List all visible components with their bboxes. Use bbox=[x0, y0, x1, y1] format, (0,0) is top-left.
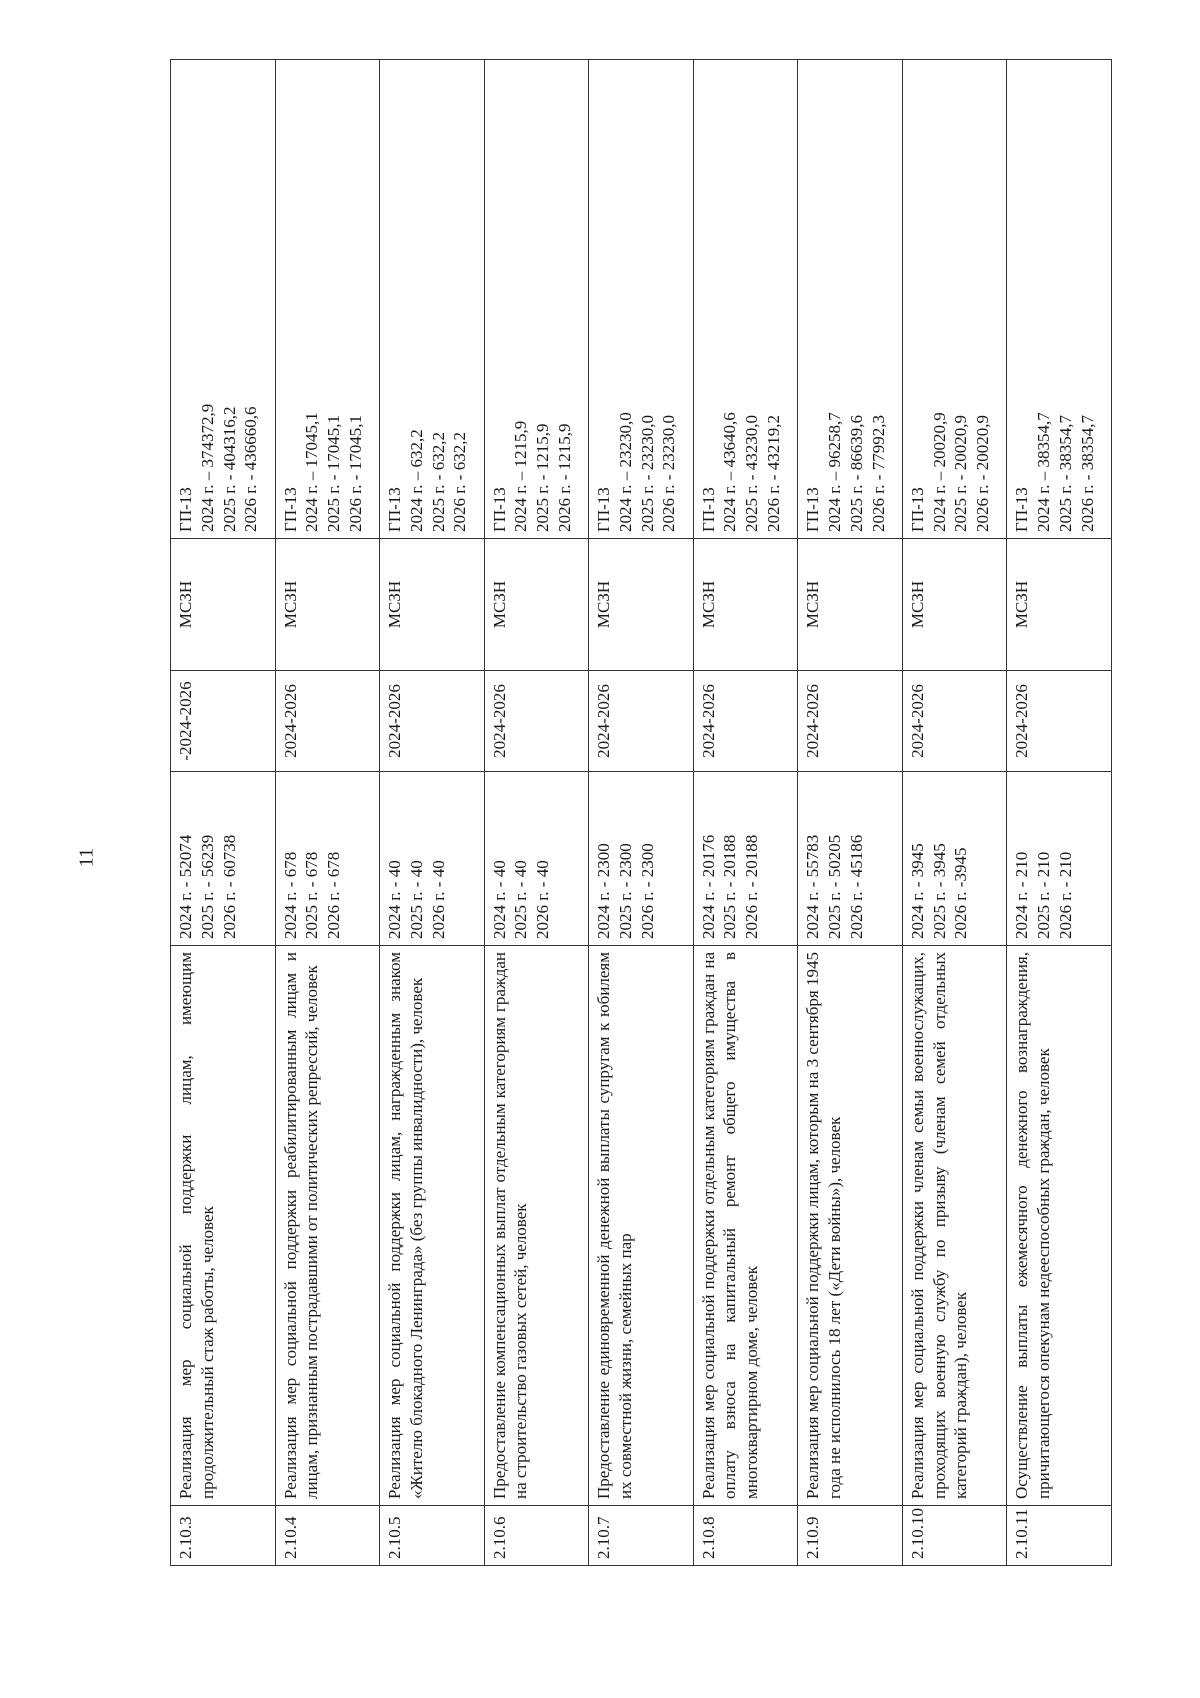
page-number: 11 bbox=[75, 847, 98, 868]
responsible-executor: МСЗН bbox=[171, 539, 276, 671]
indicator-value-line: 2026 г. - 40 bbox=[428, 860, 448, 939]
row-number: 2.10.6 bbox=[484, 1506, 589, 1566]
table-body bbox=[171, 60, 1112, 1566]
funding-line: ГП-13 bbox=[280, 487, 300, 532]
funding-line: 2024 г. – 96258,7 bbox=[825, 412, 845, 532]
funding-line: 2026 г. - 43219,2 bbox=[763, 415, 783, 532]
implementation-years: 2024-2026 bbox=[484, 671, 589, 772]
indicator-value-line: 2025 г. - 50205 bbox=[825, 834, 845, 939]
indicator-value-line: 2024 г. - 678 bbox=[280, 851, 300, 939]
funding-line: 2024 г. – 38354,7 bbox=[1034, 412, 1054, 532]
table-row bbox=[484, 60, 589, 1566]
row-number: 2.10.9 bbox=[798, 1506, 903, 1566]
row-number: 2.10.8 bbox=[693, 1506, 798, 1566]
indicator-value-line: 2026 г. - 2300 bbox=[637, 843, 657, 939]
indicator-value-line: 2025 г. - 20188 bbox=[720, 834, 740, 939]
indicator-values bbox=[484, 772, 589, 946]
funding-source bbox=[380, 60, 485, 539]
responsible-executor: МСЗН bbox=[798, 539, 903, 671]
implementation-years: 2024-2026 bbox=[1007, 671, 1112, 772]
table-row bbox=[275, 60, 380, 1566]
measure-name: Реализация мер социальной поддержки отдельным категориям граждан на оплату взноса на капитальный ремонт общего имущества в многоквартирном доме, человек bbox=[693, 946, 798, 1506]
table-row bbox=[798, 60, 903, 1566]
measure-name: Реализация мер социальной поддержки лицам, которым на 3 сентября 1945 года не исполнилось 18 лет («Дети войны»), человек bbox=[798, 946, 903, 1506]
funding-line: 2024 г. – 20020,9 bbox=[929, 412, 949, 532]
indicator-values bbox=[171, 772, 276, 946]
indicator-value-line: 2024 г. - 20176 bbox=[698, 834, 718, 939]
indicator-value-line: 2024 г. - 40 bbox=[489, 860, 509, 939]
funding-line: 2025 г. - 86639,6 bbox=[846, 415, 866, 532]
funding-line: ГП-13 bbox=[594, 487, 614, 532]
indicator-value-line: 2024 г. - 210 bbox=[1012, 851, 1032, 939]
funding-source bbox=[275, 60, 380, 539]
indicator-values bbox=[589, 772, 694, 946]
indicator-value-line: 2026 г. - 20188 bbox=[742, 834, 762, 939]
indicator-value-line: 2026 г. - 45186 bbox=[846, 834, 866, 939]
funding-line: 2026 г. - 632,2 bbox=[450, 432, 470, 532]
indicator-values bbox=[693, 772, 798, 946]
row-number: 2.10.5 bbox=[380, 1506, 485, 1566]
indicator-value-line: 2025 г. - 3945 bbox=[929, 843, 949, 939]
funding-line: 2024 г. – 374372,9 bbox=[197, 403, 217, 532]
indicator-value-line: 2024 г. - 3945 bbox=[907, 843, 927, 939]
funding-line: 2026 г. - 1215,9 bbox=[554, 423, 574, 532]
indicator-value-line: 2024 г. - 52074 bbox=[176, 834, 195, 939]
funding-line: 2025 г. - 38354,7 bbox=[1055, 415, 1075, 532]
indicator-value-line: 2025 г. - 40 bbox=[511, 860, 531, 939]
responsible-executor: МСЗН bbox=[275, 539, 380, 671]
measures-table bbox=[170, 59, 1112, 1566]
indicator-value-line: 2026 г. - 60738 bbox=[219, 834, 239, 939]
funding-line: 2026 г. - 23230,0 bbox=[659, 415, 679, 532]
rotated-table-wrapper bbox=[170, 60, 1112, 1566]
indicator-value-line: 2025 г. - 678 bbox=[302, 851, 322, 939]
table-row bbox=[171, 60, 276, 1566]
funding-source bbox=[1007, 60, 1112, 539]
funding-line: 2025 г. - 23230,0 bbox=[637, 415, 657, 532]
row-number: 2.10.7 bbox=[589, 1506, 694, 1566]
measure-name: Предоставление компенсационных выплат отдельным категориям граждан на строительство газовых сетей, человек bbox=[484, 946, 589, 1506]
implementation-years: 2024-2026 bbox=[693, 671, 798, 772]
indicator-values bbox=[275, 772, 380, 946]
indicator-value-line: 2025 г. - 2300 bbox=[615, 843, 635, 939]
indicator-value-line: 2024 г. - 2300 bbox=[594, 843, 614, 939]
funding-line: 2026 г. - 38354,7 bbox=[1077, 415, 1097, 532]
measure-name: Реализация мер социальной поддержки членам семьи военнослужащих, проходящих военную службу по призыву (членам семей отдельных категорий граждан), человек bbox=[902, 946, 1007, 1506]
funding-line: ГП-13 bbox=[698, 487, 718, 532]
indicator-value-line: 2026 г. -3945 bbox=[951, 847, 971, 939]
funding-line: ГП-13 bbox=[176, 487, 195, 532]
funding-line: ГП-13 bbox=[489, 487, 509, 532]
funding-source bbox=[589, 60, 694, 539]
funding-line: 2026 г. - 77992,3 bbox=[868, 415, 888, 532]
table-row bbox=[380, 60, 485, 1566]
implementation-years: 2024-2026 bbox=[380, 671, 485, 772]
funding-line: 2026 г. - 20020,9 bbox=[973, 415, 993, 532]
funding-line: ГП-13 bbox=[385, 487, 405, 532]
indicator-value-line: 2024 г. - 55783 bbox=[803, 834, 823, 939]
funding-line: 2026 г. - 436660,6 bbox=[241, 406, 261, 532]
indicator-values bbox=[798, 772, 903, 946]
indicator-value-line: 2024 г. - 40 bbox=[385, 860, 405, 939]
funding-line: 2024 г. – 1215,9 bbox=[511, 420, 531, 532]
indicator-values bbox=[380, 772, 485, 946]
indicator-value-line: 2025 г. - 210 bbox=[1034, 851, 1054, 939]
indicator-values bbox=[902, 772, 1007, 946]
table-row bbox=[693, 60, 798, 1566]
funding-line: 2025 г. - 20020,9 bbox=[951, 415, 971, 532]
funding-line: 2026 г. - 17045,1 bbox=[345, 415, 365, 532]
row-number: 2.10.4 bbox=[275, 1506, 380, 1566]
implementation-years: 2024-2026 bbox=[902, 671, 1007, 772]
funding-line: ГП-13 bbox=[907, 487, 927, 532]
implementation-years: -2024-2026 bbox=[171, 671, 276, 772]
table-row bbox=[589, 60, 694, 1566]
funding-line: 2024 г. – 43640,6 bbox=[720, 412, 740, 532]
measure-name: Предоставление единовременной денежной выплаты супругам к юбилеям их совместной жизни, семейных пар bbox=[589, 946, 694, 1506]
responsible-executor: МСЗН bbox=[380, 539, 485, 671]
funding-line: 2024 г. – 632,2 bbox=[406, 429, 426, 532]
indicator-value-line: 2026 г. - 210 bbox=[1055, 851, 1075, 939]
measure-name: Реализация мер социальной поддержки лицам, имеющим продолжительный стаж работы, человек bbox=[171, 946, 276, 1506]
measure-name: Осуществление выплаты ежемесячного денежного вознаграждения, причитающегося опекунам недееспособных граждан, человек bbox=[1007, 946, 1112, 1506]
row-number: 2.10.10 bbox=[902, 1506, 1007, 1566]
funding-line: 2025 г. - 43230,0 bbox=[742, 415, 762, 532]
indicator-values bbox=[1007, 772, 1112, 946]
funding-source bbox=[902, 60, 1007, 539]
funding-line: ГП-13 bbox=[803, 487, 823, 532]
funding-line: 2025 г. - 404316,2 bbox=[219, 406, 239, 532]
responsible-executor: МСЗН bbox=[484, 539, 589, 671]
indicator-value-line: 2025 г. - 56239 bbox=[197, 834, 217, 939]
funding-source bbox=[484, 60, 589, 539]
measure-name: Реализация мер социальной поддержки лицам, награжденным знаком «Жителю блокадного Ленинграда» (без группы инвалидности), человек bbox=[380, 946, 485, 1506]
indicator-value-line: 2025 г. - 40 bbox=[406, 860, 426, 939]
funding-line: 2025 г. - 1215,9 bbox=[533, 423, 553, 532]
indicator-value-line: 2026 г. - 40 bbox=[533, 860, 553, 939]
funding-line: ГП-13 bbox=[1012, 487, 1032, 532]
responsible-executor: МСЗН bbox=[902, 539, 1007, 671]
table-row bbox=[1007, 60, 1112, 1566]
funding-source bbox=[798, 60, 903, 539]
funding-source bbox=[693, 60, 798, 539]
responsible-executor: МСЗН bbox=[589, 539, 694, 671]
measure-name: Реализация мер социальной поддержки реабилитированным лицам и лицам, признанным пострадавшими от политических репрессий, человек bbox=[275, 946, 380, 1506]
funding-line: 2024 г. – 23230,0 bbox=[615, 412, 635, 532]
funding-line: 2025 г. - 17045,1 bbox=[324, 415, 344, 532]
funding-line: 2024 г. – 17045,1 bbox=[302, 412, 322, 532]
row-number: 2.10.11 bbox=[1007, 1506, 1112, 1566]
indicator-value-line: 2026 г. - 678 bbox=[324, 851, 344, 939]
implementation-years: 2024-2026 bbox=[798, 671, 903, 772]
funding-source bbox=[171, 60, 276, 539]
responsible-executor: МСЗН bbox=[693, 539, 798, 671]
implementation-years: 2024-2026 bbox=[275, 671, 380, 772]
implementation-years: 2024-2026 bbox=[589, 671, 694, 772]
responsible-executor: МСЗН bbox=[1007, 539, 1112, 671]
funding-line: 2025 г. - 632,2 bbox=[428, 432, 448, 532]
table-row bbox=[902, 60, 1007, 1566]
row-number: 2.10.3 bbox=[171, 1506, 276, 1566]
